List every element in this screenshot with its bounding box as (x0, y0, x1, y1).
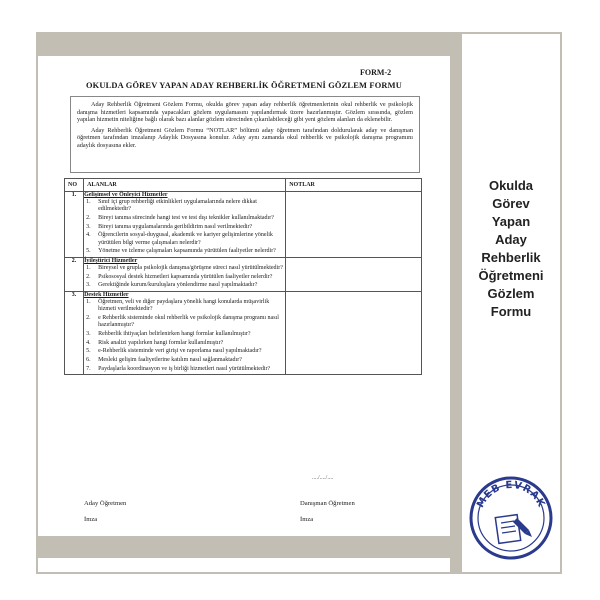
signature-right-role: Danışman Öğretmen (300, 500, 355, 507)
sidebar-title-line: Yapan (491, 214, 531, 229)
signature-right-sign: İmza (300, 516, 314, 523)
section-title: Destek Hizmetler (84, 292, 129, 299)
list-item: 5. e-Rehberlik sisteminde veri girişi ve raporlama nasıl yapılmaktadır? (86, 348, 262, 355)
intro-paragraph: Aday Rehberlik Öğretmeni Gözlem Formu, okulda görev yapan aday rehberlik öğretmenlerinin okul rehberlik ve psikolojik danışma hizmetleri kapsamında yapacakları gözlem uygulamasını yapılandırmak üzere hazırlanmıştır. Gözlem sırasında, gözlem yapılan hizmetin niteliğine bağlı olarak bazı alanlar gözlem sürecinden çıkarılabileceği gibi yeni gözlem alanları da eklenebilir. (77, 101, 413, 124)
table-row (65, 257, 422, 291)
sidebar-title-line: Rehberlik (481, 250, 541, 265)
list-item: 5. Yönetme ve izleme çalışmaları kapsamında yürütülen faaliyetler nelerdir? (86, 248, 276, 255)
top-band (38, 34, 450, 56)
item-list (84, 265, 285, 290)
section-number: 1. (65, 192, 84, 258)
panel-divider (450, 32, 462, 574)
item-list (84, 299, 285, 373)
sidebar-title-line: Formu (490, 304, 532, 319)
meb-evrak-logo (463, 470, 559, 566)
signature-left-role: Aday Öğretmen (84, 500, 127, 507)
list-item: 7. Paydaşlarla koordinasyon ve iş birliği hizmetleri nasıl yürütülmektedir? (86, 365, 271, 372)
sidebar-title-line: Aday (495, 232, 527, 247)
list-item: 2. Bireyi tanıma sürecinde hangi test ve test dışı teknikler kullanılmaktadır? (86, 214, 274, 221)
list-item: 6. Mesleki gelişim faaliyetlerine katılım nasıl sağlanmaktadır? (86, 356, 242, 363)
date-line: ..../..../.... (312, 475, 334, 481)
list-item: 1. Sınıf içi grup rehberliği etkinlikleri uygulamalarında nelere dikkat edilmektedir? (86, 199, 257, 213)
bottom-band (38, 536, 450, 558)
section-title: İyileştirici Hizmetler (84, 257, 138, 264)
item-list (84, 199, 285, 255)
sidebar-title (462, 177, 560, 321)
intro-paragraph: Aday Rehberlik Öğretmeni Gözlem Formu “NOTLAR” bölümü aday öğretmen tarafından doldurularak aday ve danışman öğretmen tarafından imzalanıp Adaylık Dosyasına konulur. Aday aynı zamanda okul rehberlik ve psikolojik danışma programını adaylık dosyasına ekler. (77, 126, 413, 149)
list-item: 3. Bireyi tanıma uygulamalarında geribildirim nasıl verilmektedir? (86, 223, 253, 230)
logo-text: MEB EVRAK (475, 479, 547, 510)
section-cell (84, 257, 286, 291)
list-item: 4. Risk analizi yapılırken hangi formlar kullanılmıştır? (86, 339, 224, 346)
form-title: OKULDA GÖREV YAPAN ADAY REHBERLİK ÖĞRETMENİ GÖZLEM FORMU (85, 81, 403, 90)
observation-table (64, 178, 422, 375)
form-code: FORM-2 (360, 68, 392, 77)
section-title: Gelişimsel ve Önleyici Hizmetler (84, 192, 168, 198)
list-item: 4. Öğrencilerin sosyal-duygusal, akademik ve kariyer gelişimlerine yönelik yürütülen bilgi verme çalışmaları nelerdir? (86, 232, 273, 246)
list-item: 1. Bireysel ve grupla psikolojik danışma/görüşme süreci nasıl yürütülmektedir? (86, 264, 283, 271)
sidebar-title-line: Öğretmeni (478, 268, 544, 283)
sidebar-title-line: Okulda (488, 178, 534, 193)
list-item: 2. Psikososyal destek hizmetleri kapsamında yürütülen faaliyetler nelerdir? (86, 273, 273, 280)
signature-left-sign: İmza (84, 516, 98, 523)
notes-cell[interactable] (286, 257, 422, 291)
notes-cell[interactable] (286, 192, 422, 258)
list-item: 2. e Rehberlik sisteminde okul rehberlik ve psikolojik danışma programı nasıl hazırlanmıştır? (86, 314, 279, 329)
sidebar-title-line: Görev (492, 196, 530, 211)
intro-box (70, 96, 420, 173)
table-row (65, 292, 422, 375)
table-row (65, 192, 422, 258)
header-no: NO (65, 179, 84, 192)
list-item: 3. Rehberlik ihtiyaçları belirlenirken hangi formlar kullanılmıştır? (86, 330, 251, 337)
header-notlar: NOTLAR (286, 179, 422, 192)
list-item: 3. Gerektiğinde kurum/kuruluşlara yönlendirme nasıl yapılmaktadır? (86, 282, 258, 289)
section-cell (84, 292, 286, 375)
section-number: 2. (65, 257, 84, 291)
section-cell (84, 192, 286, 258)
notes-cell[interactable] (286, 292, 422, 375)
meb-evrak-logo-icon (463, 470, 559, 566)
table-header-row (65, 179, 422, 192)
list-item: 1. Öğretmen, veli ve diğer paydaşlara yönelik hangi konularda müşavirlik hizmeti verilmektedir? (86, 299, 270, 313)
sidebar-title-line: Gözlem (487, 286, 535, 301)
section-number: 3. (65, 292, 84, 375)
header-alanlar: ALANLAR (84, 179, 286, 192)
